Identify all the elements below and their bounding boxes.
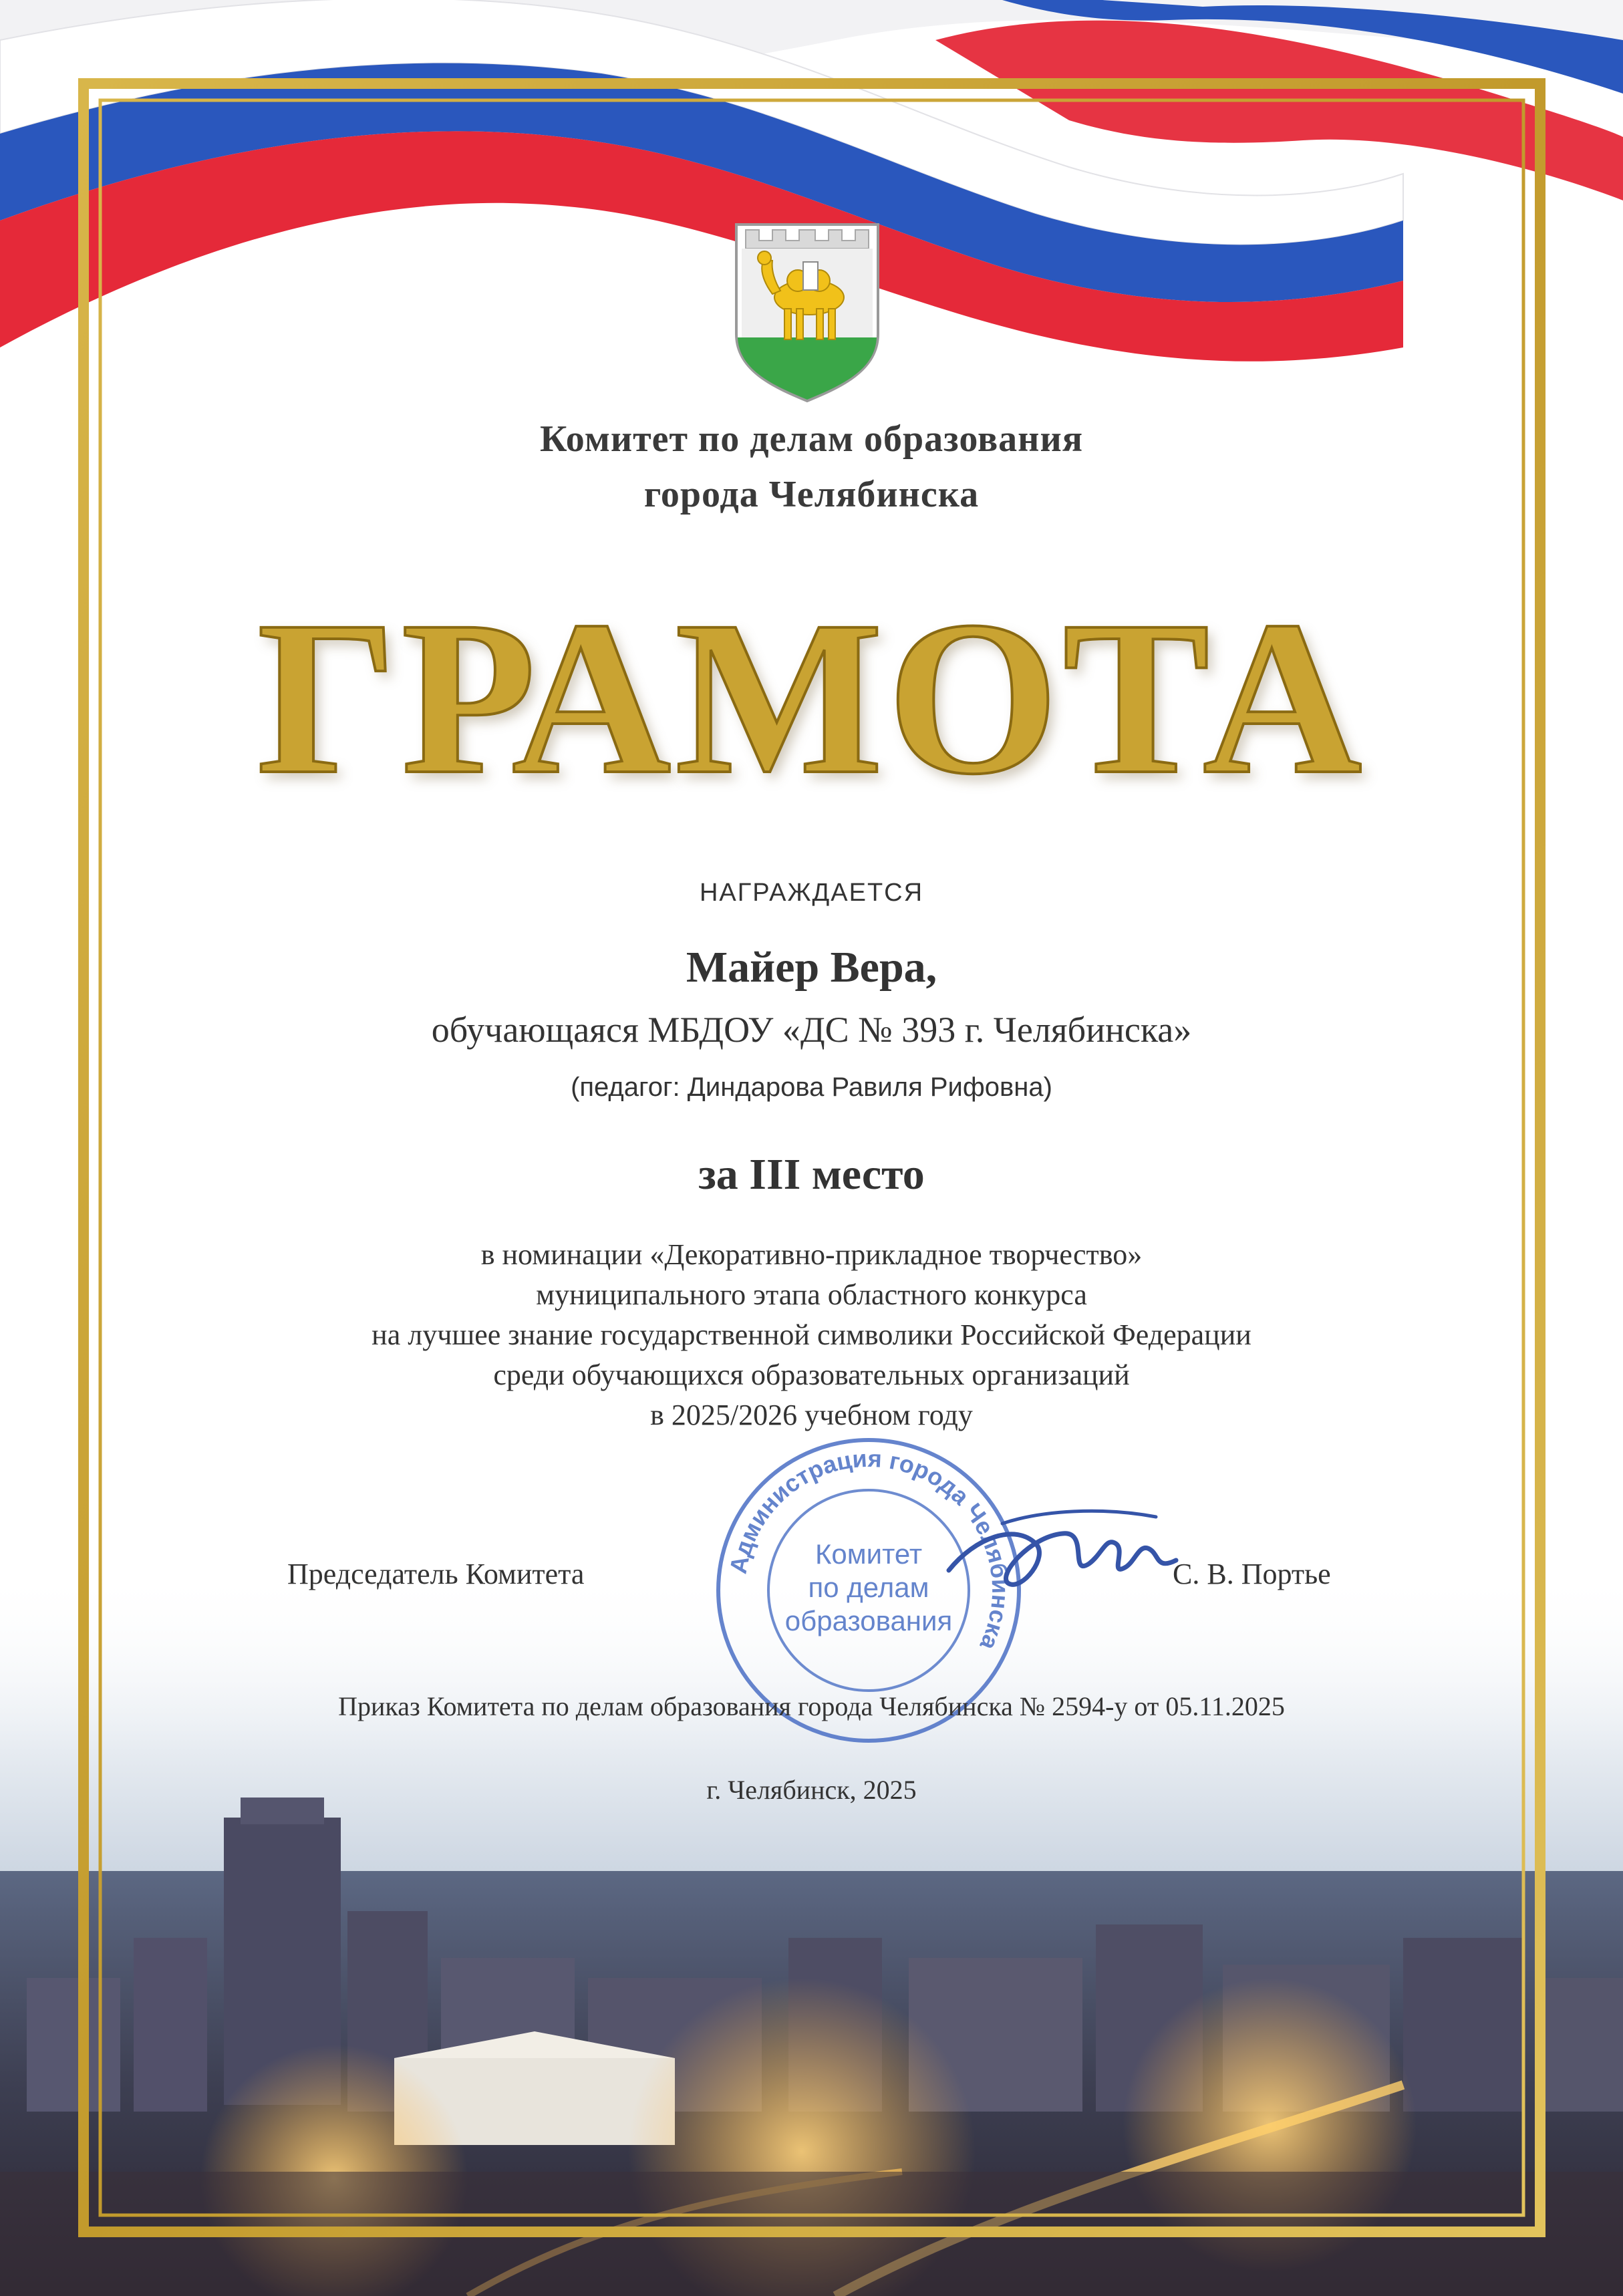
nomination-line: муниципального этапа областного конкурса	[536, 1278, 1087, 1311]
signature-icon	[935, 1497, 1189, 1610]
coat-of-arms-icon	[732, 221, 882, 405]
nomination-text	[0, 1235, 1623, 1435]
certificate-title: ГРАМОТА	[257, 576, 1366, 820]
organization-line-2: города Челябинска	[643, 474, 980, 515]
nomination-line: в номинации «Декоративно-прикладное творчество»	[480, 1238, 1143, 1271]
recipient-institution: обучающаяся МБДОУ «ДС № 393 г. Челябинска»	[431, 1010, 1192, 1050]
teacher-line: (педагог: Диндарова Равиля Рифовна)	[571, 1072, 1052, 1102]
signatory-title: Председатель Комитета	[287, 1558, 585, 1590]
stamp-ring-text: Администрация города Челябинска	[724, 1444, 1015, 1655]
stamp-line-3: образования	[784, 1605, 953, 1636]
nomination-line: в 2025/2026 учебном году	[650, 1399, 973, 1431]
nomination-line: на лучшее знание государственной символики Российской Федерации	[372, 1318, 1251, 1351]
stamp-line-2: по делам	[808, 1572, 929, 1603]
place-award: за III место	[698, 1150, 925, 1199]
organization-line-1: Комитет по делам образования	[539, 418, 1084, 460]
awarded-label: НАГРАЖДАЕТСЯ	[699, 879, 924, 907]
recipient-name: Майер Вера,	[686, 943, 937, 992]
stamp-line-1: Комитет	[815, 1538, 923, 1570]
signatory-name: С. В. Портье	[1173, 1558, 1331, 1590]
city-and-year: г. Челябинск, 2025	[706, 1775, 917, 1805]
nomination-line: среди обучающихся образовательных организаций	[493, 1358, 1130, 1391]
order-reference: Приказ Комитета по делам образования города Челябинска № 2594-у от 05.11.2025	[338, 1691, 1285, 1721]
